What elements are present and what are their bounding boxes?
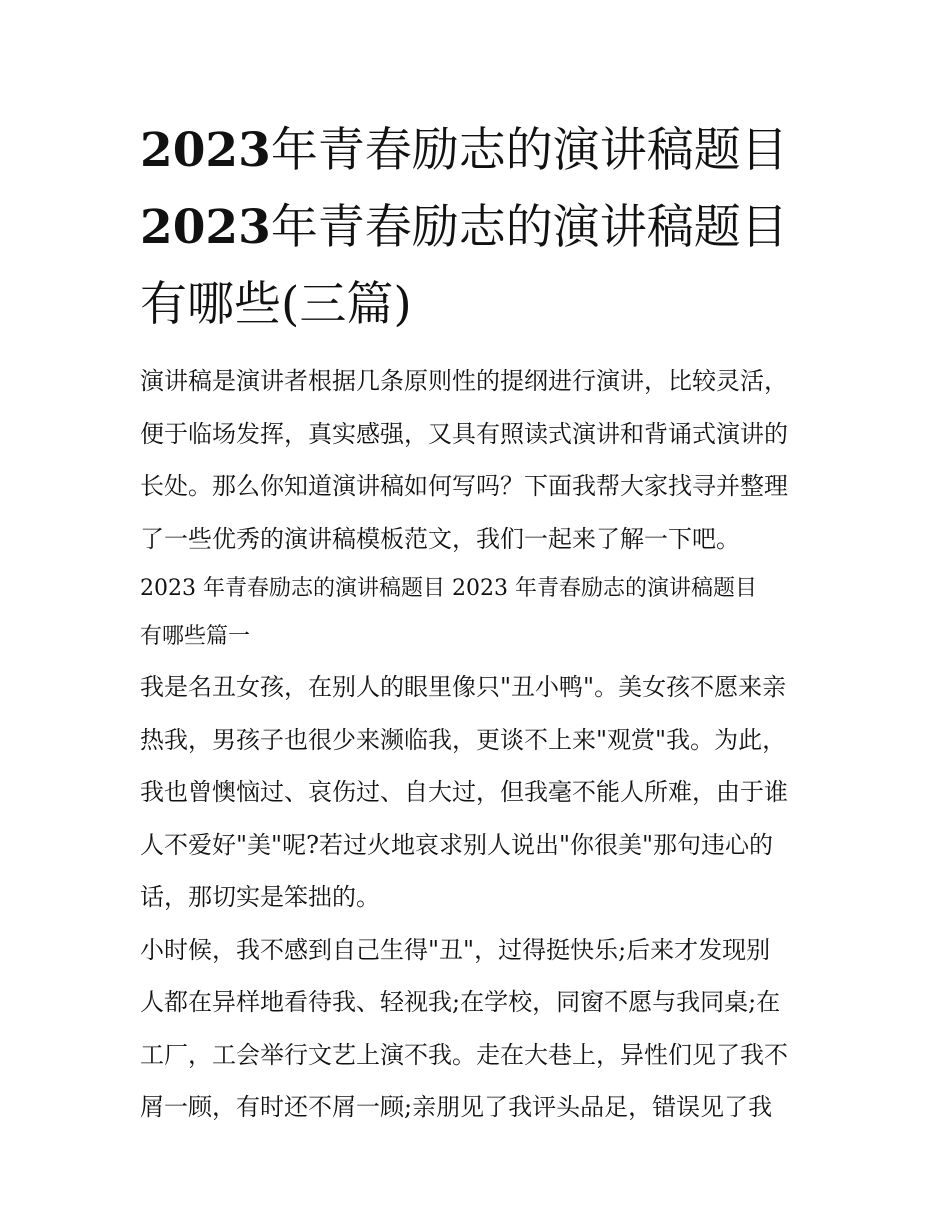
intro-paragraph <box>140 355 815 565</box>
text-line: 便于临场发挥，真实感强，又具有照读式演讲和背诵式演讲的 <box>140 419 788 448</box>
body-paragraph-1 <box>140 661 815 924</box>
text-line: 有哪些篇一 <box>140 624 251 649</box>
text-line: 工厂，工会举行文艺上演不我。走在大巷上，异性们见了我不 <box>140 1040 788 1069</box>
text-line: 屑一顾，有时还不屑一顾;亲朋见了我评头品足，错误见了我 <box>140 1093 773 1121</box>
text-line: 了一些优秀的演讲稿模板范文，我们一起来了解一下吧。 <box>140 524 740 553</box>
body-paragraph-2 <box>140 924 815 1134</box>
text-line: 人不爱好"美"呢?若过火地哀求别人说出"你很美"那句违心的 <box>140 830 774 859</box>
title-line-3: 有哪些(三篇) <box>140 277 412 332</box>
title-year: 2023 <box>140 200 271 255</box>
section-heading <box>140 565 815 661</box>
title-text: 年青春励志的演讲稿题目 <box>270 200 788 255</box>
title-year: 2023 <box>140 123 271 178</box>
title-text: 年青春励志的演讲稿题目 <box>270 123 788 178</box>
text-line: 长处。那么你知道演讲稿如何写吗？下面我帮大家找寻并整理 <box>140 472 788 500</box>
text-line: 演讲稿是演讲者根据几条原则性的提纲进行演讲，比较灵活， <box>140 367 788 395</box>
text-line: 2023 年青春励志的演讲稿题目 2023 年青春励志的演讲稿题目 <box>140 576 757 601</box>
text-line: 热我，男孩子也很少来濒临我，更谈不上来"观赏"我。为此， <box>140 725 787 754</box>
text-line: 人都在异样地看待我、轻视我;在学校，同窗不愿与我同桌;在 <box>140 988 781 1016</box>
document-body <box>140 355 815 1134</box>
text-line: 小时候，我不感到自己生得"丑"，过得挺快乐;后来才发现别 <box>140 935 771 964</box>
title-line-1 <box>140 112 815 189</box>
text-line: 我是名丑女孩，在别人的眼里像只"丑小鸭"。美女孩不愿来亲 <box>140 673 787 701</box>
document-title <box>140 112 815 343</box>
title-line-2 <box>140 189 815 266</box>
document-page <box>140 112 815 1134</box>
text-line: 我也曾懊恼过、哀伤过、自大过，但我毫不能人所难，由于谁 <box>140 778 788 806</box>
text-line: 话，那切实是笨拙的。 <box>140 883 380 911</box>
